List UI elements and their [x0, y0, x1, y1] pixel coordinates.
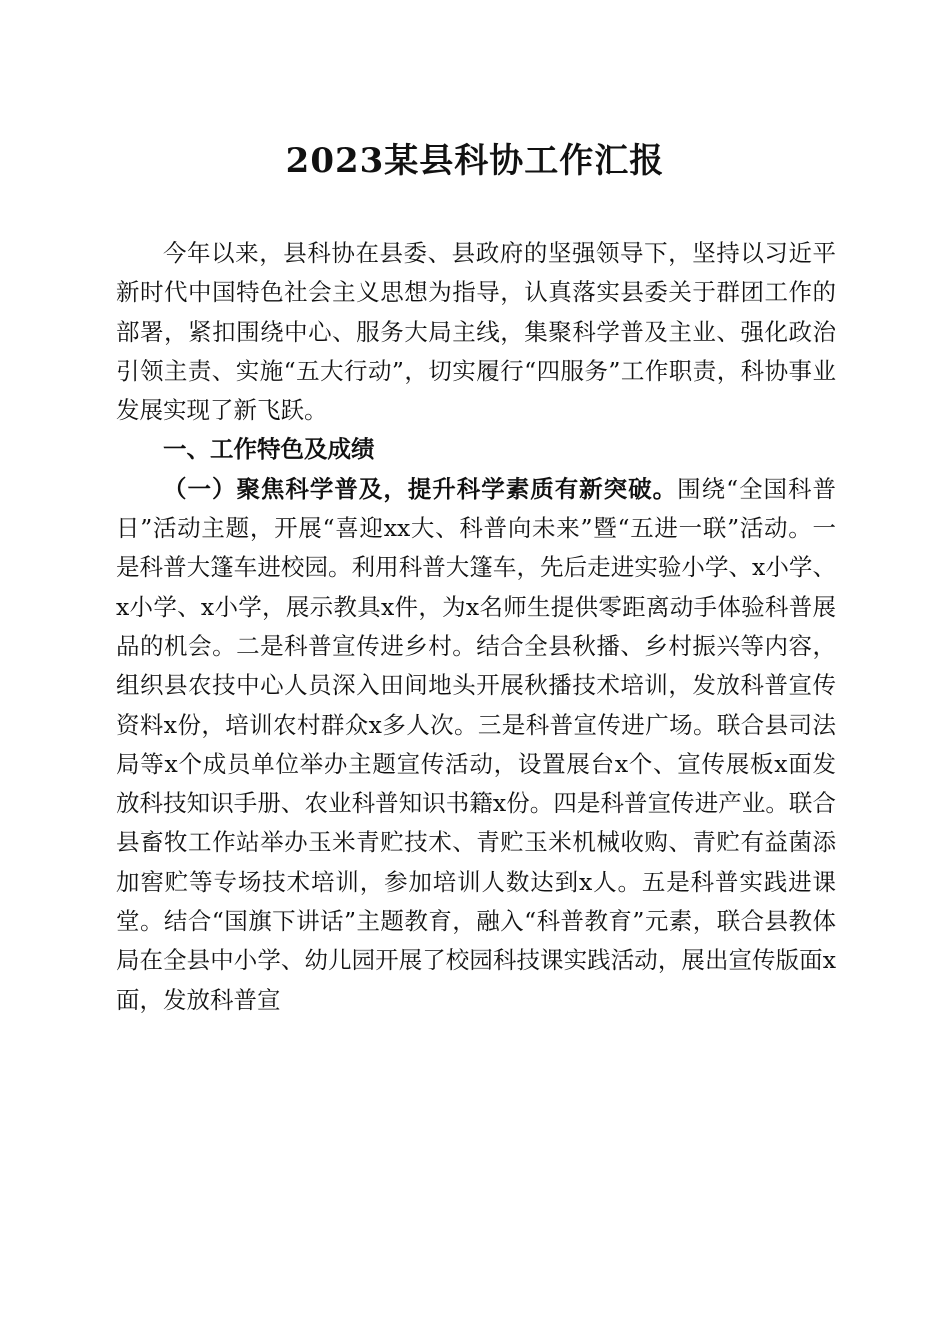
subsection-lead: （一）聚焦科学普及，提升科学素质有新突破。 — [163, 474, 678, 503]
document-body — [116, 234, 836, 1020]
document-title: 2023某县科协工作汇报 — [285, 141, 665, 181]
subsection-paragraph — [116, 470, 836, 1020]
section-heading: 一、工作特色及成绩 — [163, 435, 375, 464]
intro-paragraph: 今年以来，县科协在县委、县政府的坚强领导下，坚持以习近平新时代中国特色社会主义思想为指导，认真落实县委关于群团工作的部署，紧扣围绕中心、服务大局主线，集聚科学普及主业、强化政治引领主责、实施“五大行动”，切实履行“四服务”工作职责，科协事业发展实现了新飞跃。 — [116, 239, 836, 425]
subsection-text: 围绕“全国科普日”活动主题，开展“喜迎xx大、科普向未来”暨“五进一联”活动。一是科普大篷车进校园。利用科普大篷车，先后走进实验小学、x小学、x小学、x小学，展示教具x件，为x名师生提供零距离动手体验科普展品的机会。二是科普宣传进乡村。结合全县秋播、乡村振兴等内容，组织县农技中心人员深入田间地头开展秋播技术培训，发放科普宣传资料x份，培训农村群众x多人次。三是科普宣传进广场。联合县司法局等x个成员单位举办主题宣传活动，设置展台x个、宣传展板x面发放科技知识手册、农业科普知识书籍x份。四是科普宣传进产业。联合县畜牧工作站举办玉米青贮技术、青贮玉米机械收购、青贮有益菌添加窖贮等专场技术培训，参加培训人数达到x人。五是科普实践进课堂。结合“国旗下讲话”主题教育，融入“科普教育”元素，联合县教体局在全县中小学、幼儿园开展了校园科技课实践活动，展出宣传版面x面，发放科普宣 — [116, 474, 837, 1014]
